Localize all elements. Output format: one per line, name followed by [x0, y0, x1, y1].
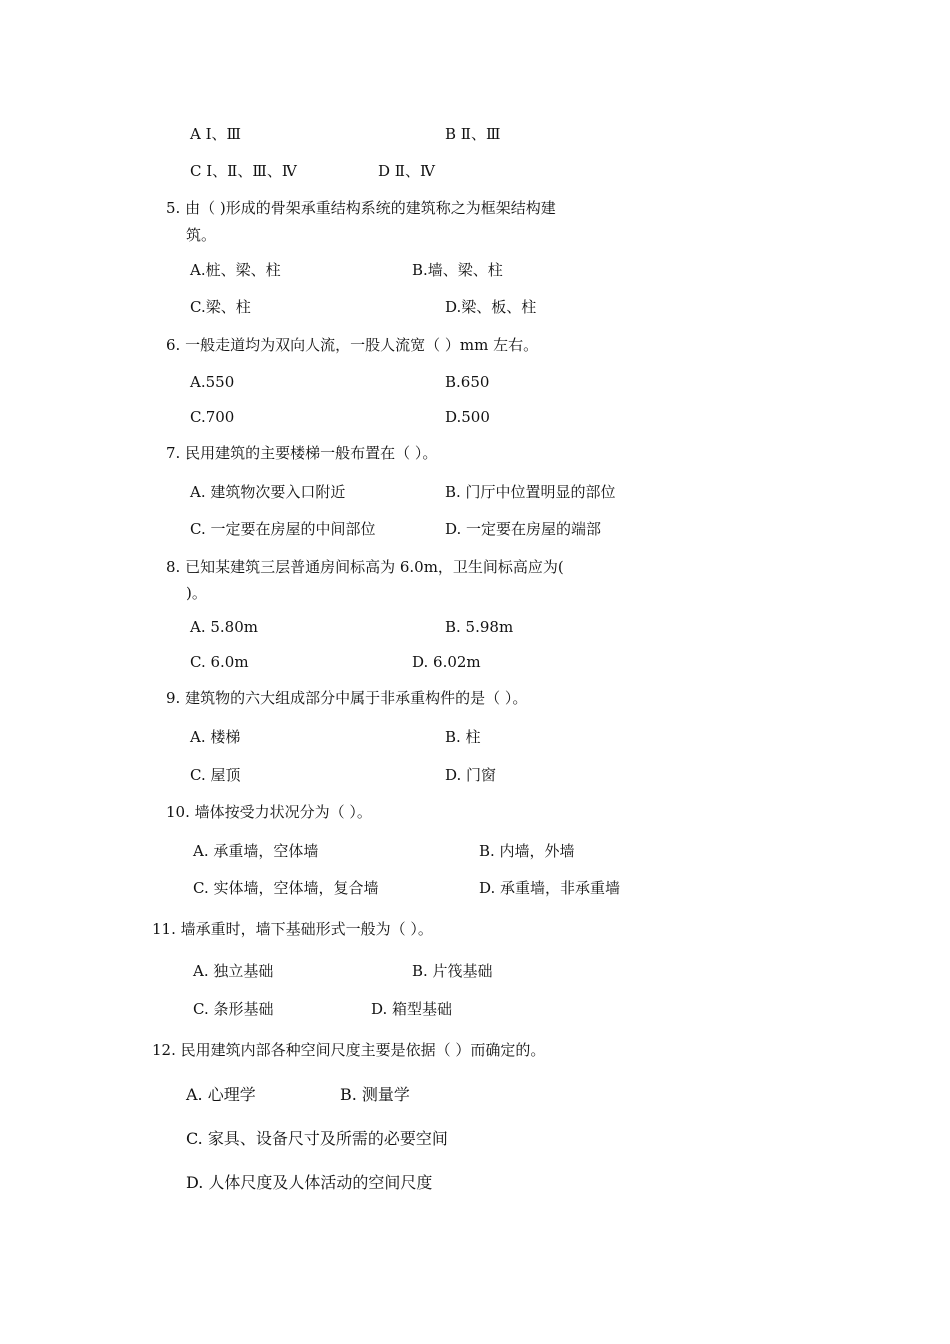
- q12-option-c: C. 家具、设备尺寸及所需的必要空间: [186, 1129, 448, 1148]
- q10-option-b: B. 内墙，外墙: [479, 842, 575, 860]
- q7-option-d: D. 一定要在房屋的端部: [445, 520, 602, 538]
- q5-option-b: B.墙、梁、柱: [412, 261, 503, 279]
- q10-option-a: A. 承重墙，空体墙: [193, 842, 319, 860]
- q9-option-c: C. 屋顶: [190, 766, 241, 784]
- q5-option-a: A.桩、梁、柱: [190, 261, 281, 279]
- q6-option-d: D.500: [445, 408, 490, 426]
- q7-stem: 7. 民用建筑的主要楼梯一般布置在（ ）。: [166, 444, 438, 462]
- q10-option-c: C. 实体墙，空体墙，复合墙: [193, 879, 379, 897]
- q12-option-d: D. 人体尺度及人体活动的空间尺度: [186, 1173, 433, 1192]
- q9-option-b: B. 柱: [445, 728, 481, 746]
- q6-option-c: C.700: [190, 408, 235, 426]
- q8-option-d: D. 6.02m: [412, 653, 481, 671]
- q7-option-c: C. 一定要在房屋的中间部位: [190, 520, 376, 538]
- q4-option-d: D Ⅱ、Ⅳ: [378, 162, 435, 180]
- q12-option-a: A. 心理学: [186, 1085, 256, 1104]
- q11-option-a: A. 独立基础: [193, 962, 274, 980]
- q6-option-a: A.550: [190, 373, 235, 391]
- q8-stem-line2: )。: [186, 584, 207, 602]
- q8-option-c: C. 6.0m: [190, 653, 249, 671]
- q11-option-b: B. 片筏基础: [412, 962, 493, 980]
- q5-stem-line2: 筑。: [186, 226, 217, 244]
- q5-option-c: C.梁、柱: [190, 298, 251, 316]
- q6-stem: 6. 一般走道均为双向人流，一股人流宽（ ）mm 左右。: [166, 336, 539, 354]
- q8-option-a: A. 5.80m: [190, 618, 258, 636]
- q4-option-b: B Ⅱ、Ⅲ: [445, 125, 501, 143]
- q10-option-d: D. 承重墙，非承重墙: [479, 879, 621, 897]
- q4-option-c: C Ⅰ、Ⅱ、Ⅲ、Ⅳ: [190, 162, 297, 180]
- q8-stem-line1: 8. 已知某建筑三层普通房间标高为 6.0m，卫生间标高应为(: [166, 558, 564, 576]
- q12-stem: 12. 民用建筑内部各种空间尺度主要是依据（ ）而确定的。: [152, 1041, 546, 1059]
- q12-option-b: B. 测量学: [340, 1085, 410, 1104]
- q8-option-b: B. 5.98m: [445, 618, 514, 636]
- q10-stem: 10. 墙体按受力状况分为（ ）。: [166, 803, 372, 821]
- q11-option-c: C. 条形基础: [193, 1000, 274, 1018]
- q11-option-d: D. 箱型基础: [371, 1000, 453, 1018]
- q7-option-b: B. 门厅中位置明显的部位: [445, 483, 616, 501]
- q11-stem: 11. 墙承重时，墙下基础形式一般为（ ）。: [152, 920, 433, 938]
- q6-option-b: B.650: [445, 373, 490, 391]
- q5-option-d: D.梁、板、柱: [445, 298, 537, 316]
- q4-option-a: A Ⅰ、Ⅲ: [190, 125, 241, 143]
- q9-option-a: A. 楼梯: [190, 728, 241, 746]
- q9-stem: 9. 建筑物的六大组成部分中属于非承重构件的是（ ）。: [166, 689, 528, 707]
- q5-stem-line1: 5. 由（ )形成的骨架承重结构系统的建筑称之为框架结构建: [166, 199, 556, 217]
- q9-option-d: D. 门窗: [445, 766, 497, 784]
- q7-option-a: A. 建筑物次要入口附近: [190, 483, 346, 501]
